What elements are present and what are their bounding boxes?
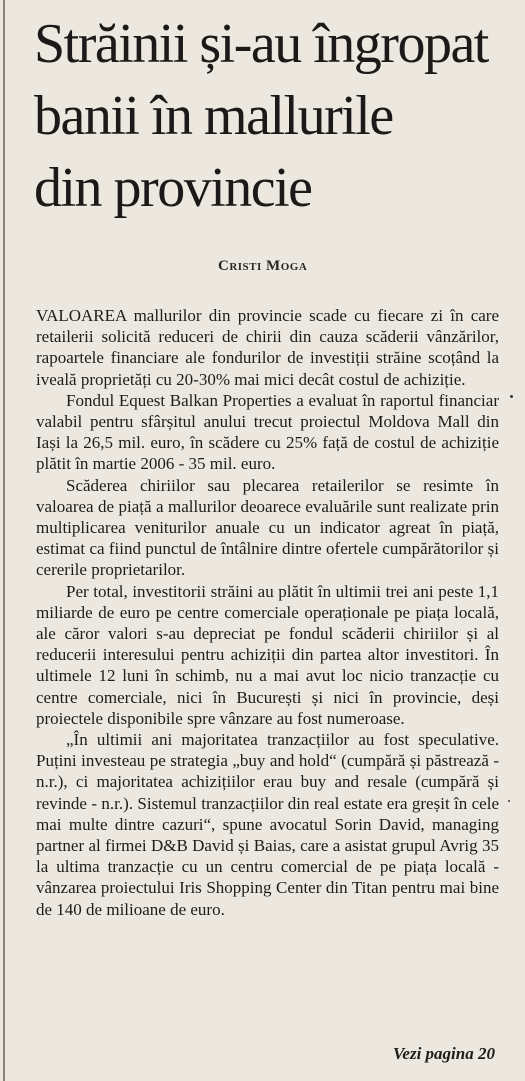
article-paragraph: Per total, investitorii străini au plătit în ultimii trei ani peste 1,1 miliarde de euro pe centre comerciale operaționale pe piața locală, ale căror valori s-au depreciat pe fondul scăderii chiriilor și al reducerii interesului pentru achiziții din partea altor investitori. În ultimele 12 luni în schimb, nu a mai avut loc nicio tranzacție cu centre comerciale, nici în București și nici în provincie, deși proiectele disponibile spre vânzare au fost numeroase.: [36, 581, 499, 728]
headline-line: Străinii și-au îngropat: [34, 13, 488, 75]
continuation-note: Vezi pagina 20: [392, 1044, 495, 1063]
article-paragraph: VALOAREA mallurilor din provincie scade cu fiecare zi în care retailerii solicită reduceri de chirii din cauza scăderii vânzărilor, rapoartele financiare ale fondurilor de investiții străine scoțând la iveală proprietăți cu 20-30% mai mici decât costul de achiziție.: [36, 306, 499, 389]
headline-line: din provincie: [34, 157, 312, 219]
headline: [34, 8, 518, 224]
print-speck: [510, 395, 513, 398]
headline-line: banii în mallurile: [34, 85, 393, 147]
article-paragraph: Scăderea chiriilor sau plecarea retailerilor se resimte în valoarea de piață a mallurilor deoarece evaluările sunt realizate prin multiplicarea veniturilor anuale cu un indicator agreat în piață, estimat ca fiind punctul de întâlnire dintre ofertele cumpărătorilor și cererile proprietarilor.: [36, 475, 499, 580]
print-speck: [508, 800, 510, 802]
column-divider: [3, 0, 5, 1081]
article-body: [36, 305, 499, 920]
article-paragraph: „În ultimii ani majoritatea tranzacțiilor au fost speculative. Puțini investeau pe strategia „buy and hold“ (cumpără și păstrează - n.r.), ci majoritatea achizițiilor erau buy and resale (cumpără și revinde - n.r.). Sistemul tranzacțiilor din real estate era greșit în cele mai multe dintre cazuri“, spune avocatul Sorin David, managing partner al firmei D&B David și Baias, care a asistat grupul Avrig 35 la ultima tranzacție cu un centru comercial de pe piața locală - vânzarea proiectului Iris Shopping Center din Titan pentru mai bine de 140 de milioane de euro.: [36, 730, 499, 919]
article-paragraph: Fondul Equest Balkan Properties a evaluat în raportul financiar valabil pentru sfârșitul anului trecut proiectul Moldova Mall din Iași la 26,5 mil. euro, în scădere cu 25% față de costul de achiziție plătit în martie 2006 - 35 mil. euro.: [36, 390, 499, 474]
author-byline: Cristi Moga: [218, 258, 308, 274]
